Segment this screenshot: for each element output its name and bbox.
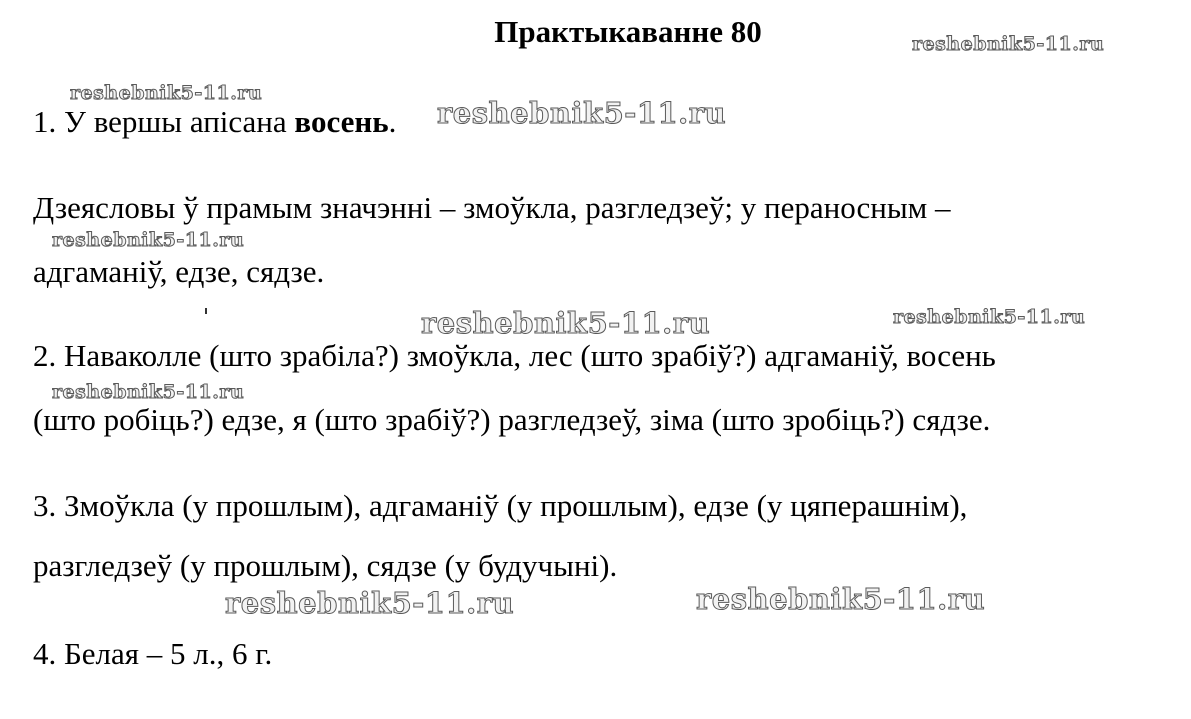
watermark: reshebnik5-11.ru [52,381,245,403]
answer-1-bold-word: восень [294,104,389,139]
verbs-line-2: адгаманіў, едзе, сядзе. [33,254,325,289]
watermark: reshebnik5-11.ru [893,306,1086,328]
watermark: reshebnik5-11.ru [70,82,263,104]
watermark: reshebnik5-11.ru [437,96,727,130]
watermark: reshebnik5-11.ru [52,229,245,251]
answer-1-suffix: . [388,104,397,139]
answer-3-line-1: 3. Змоўкла (у прошлым), адгаманіў (у прошлым), едзе (у цяперашнім), [33,488,968,523]
watermark: reshebnik5-11.ru [225,586,515,620]
exercise-title: Практыкаванне 80 [494,14,762,49]
answer-2-line-1: 2. Наваколле (што зрабіла?) змоўкла, лес (што зрабіў?) адгаманіў, восень [33,338,996,373]
stray-mark [205,308,207,314]
answer-1 [33,104,396,140]
watermark: reshebnik5-11.ru [696,582,986,616]
answer-3-line-2: разгледзеў (у прошлым), сядзе (у будучыні). [33,548,618,583]
watermark: reshebnik5-11.ru [912,33,1105,55]
answer-1-prefix: 1. У вершы апісана [33,104,295,139]
watermark: reshebnik5-11.ru [421,306,711,340]
verbs-line-1: Дзеясловы ў прамым значэнні – змоўкла, разгледзеў; у пераносным – [33,190,951,225]
answer-2-line-2: (што робіць?) едзе, я (што зрабіў?) разгледзеў, зіма (што зробіць?) сядзе. [33,402,991,437]
answer-4: 4. Белая – 5 л., 6 г. [33,636,273,671]
